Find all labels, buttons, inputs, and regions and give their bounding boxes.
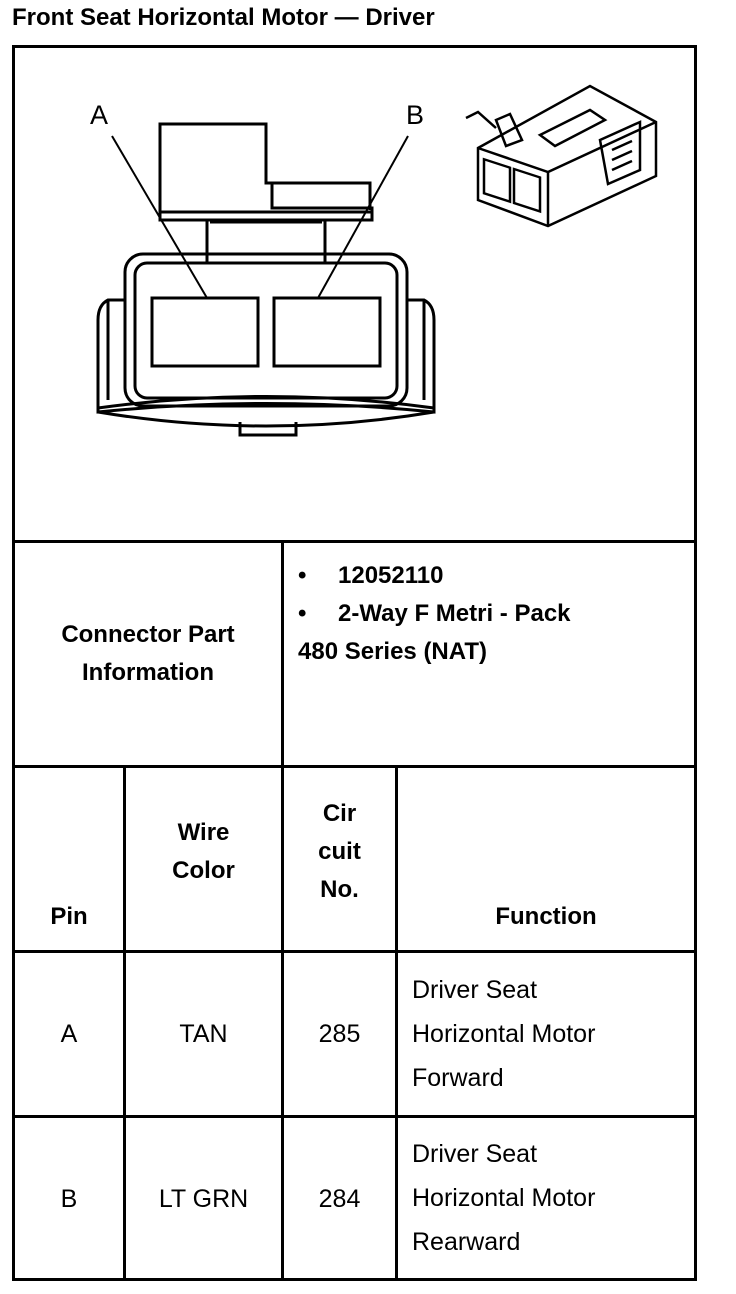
- header-wire-color-line1: Wire: [177, 819, 230, 846]
- header-wire-color-line2: Color: [172, 857, 235, 884]
- pin-label-a: A: [90, 100, 109, 130]
- header-circuit-line1: Cir: [322, 800, 357, 827]
- connector-description-line2: 480 Series (NAT): [298, 638, 487, 665]
- connector-latch: [160, 124, 372, 220]
- row-b-function-line2: Horizontal Motor: [412, 1184, 596, 1212]
- connector-wing-left: [98, 300, 125, 408]
- connector-info-label-line1: Connector Part: [61, 621, 235, 648]
- row-b-wire-color: LT GRN: [158, 1185, 249, 1213]
- connector-description-line1: 2-Way F Metri - Pack: [338, 600, 571, 627]
- connector-part-number: 12052110: [338, 562, 444, 589]
- row-a-pin: A: [60, 1020, 78, 1048]
- leader-line-b: [318, 136, 408, 298]
- header-function: [398, 768, 694, 950]
- row-a-function-line2: Horizontal Motor: [412, 1020, 596, 1048]
- page-title: Front Seat Horizontal Motor — Driver: [12, 4, 435, 31]
- connector-part-number-row: [298, 557, 688, 595]
- row-a-wire-color: TAN: [179, 1020, 228, 1048]
- header-circuit-line2: cuit: [318, 838, 361, 865]
- bullet-2: •: [298, 600, 307, 627]
- header-pin: [15, 768, 123, 950]
- row-b-function-line3: Rearward: [412, 1228, 521, 1256]
- header-wire-color: [126, 768, 281, 950]
- row-a-circuit: 285: [318, 1020, 361, 1048]
- connector-isometric-view: [466, 86, 656, 226]
- bullet-1: •: [298, 562, 307, 589]
- cavity-b: [274, 298, 380, 366]
- cavity-a: [152, 298, 258, 366]
- row-a-function-line3: Forward: [412, 1064, 504, 1092]
- connector-description-row: [298, 595, 688, 633]
- row-a-function: [412, 968, 692, 1100]
- connector-info-details: [298, 557, 688, 671]
- pin-label-b: B: [406, 100, 425, 130]
- header-pin-label: Pin: [50, 903, 88, 930]
- row-b-circuit: 284: [318, 1185, 361, 1213]
- connector-info-label-line2: Information: [82, 659, 214, 686]
- connector-body: [125, 254, 407, 406]
- connector-diagram: [0, 0, 736, 540]
- header-circuit-line3: No.: [320, 876, 359, 903]
- connector-neck: [207, 220, 325, 262]
- row-b-pin: B: [60, 1185, 78, 1213]
- row-a-function-line1: Driver Seat: [412, 976, 538, 1004]
- row-b-function-line1: Driver Seat: [412, 1140, 538, 1168]
- connector-wing-right: [407, 300, 434, 408]
- connector-info-label: [15, 543, 281, 765]
- header-circuit: [284, 768, 395, 950]
- header-function-label: Function: [495, 903, 597, 930]
- row-b-function: [412, 1132, 692, 1264]
